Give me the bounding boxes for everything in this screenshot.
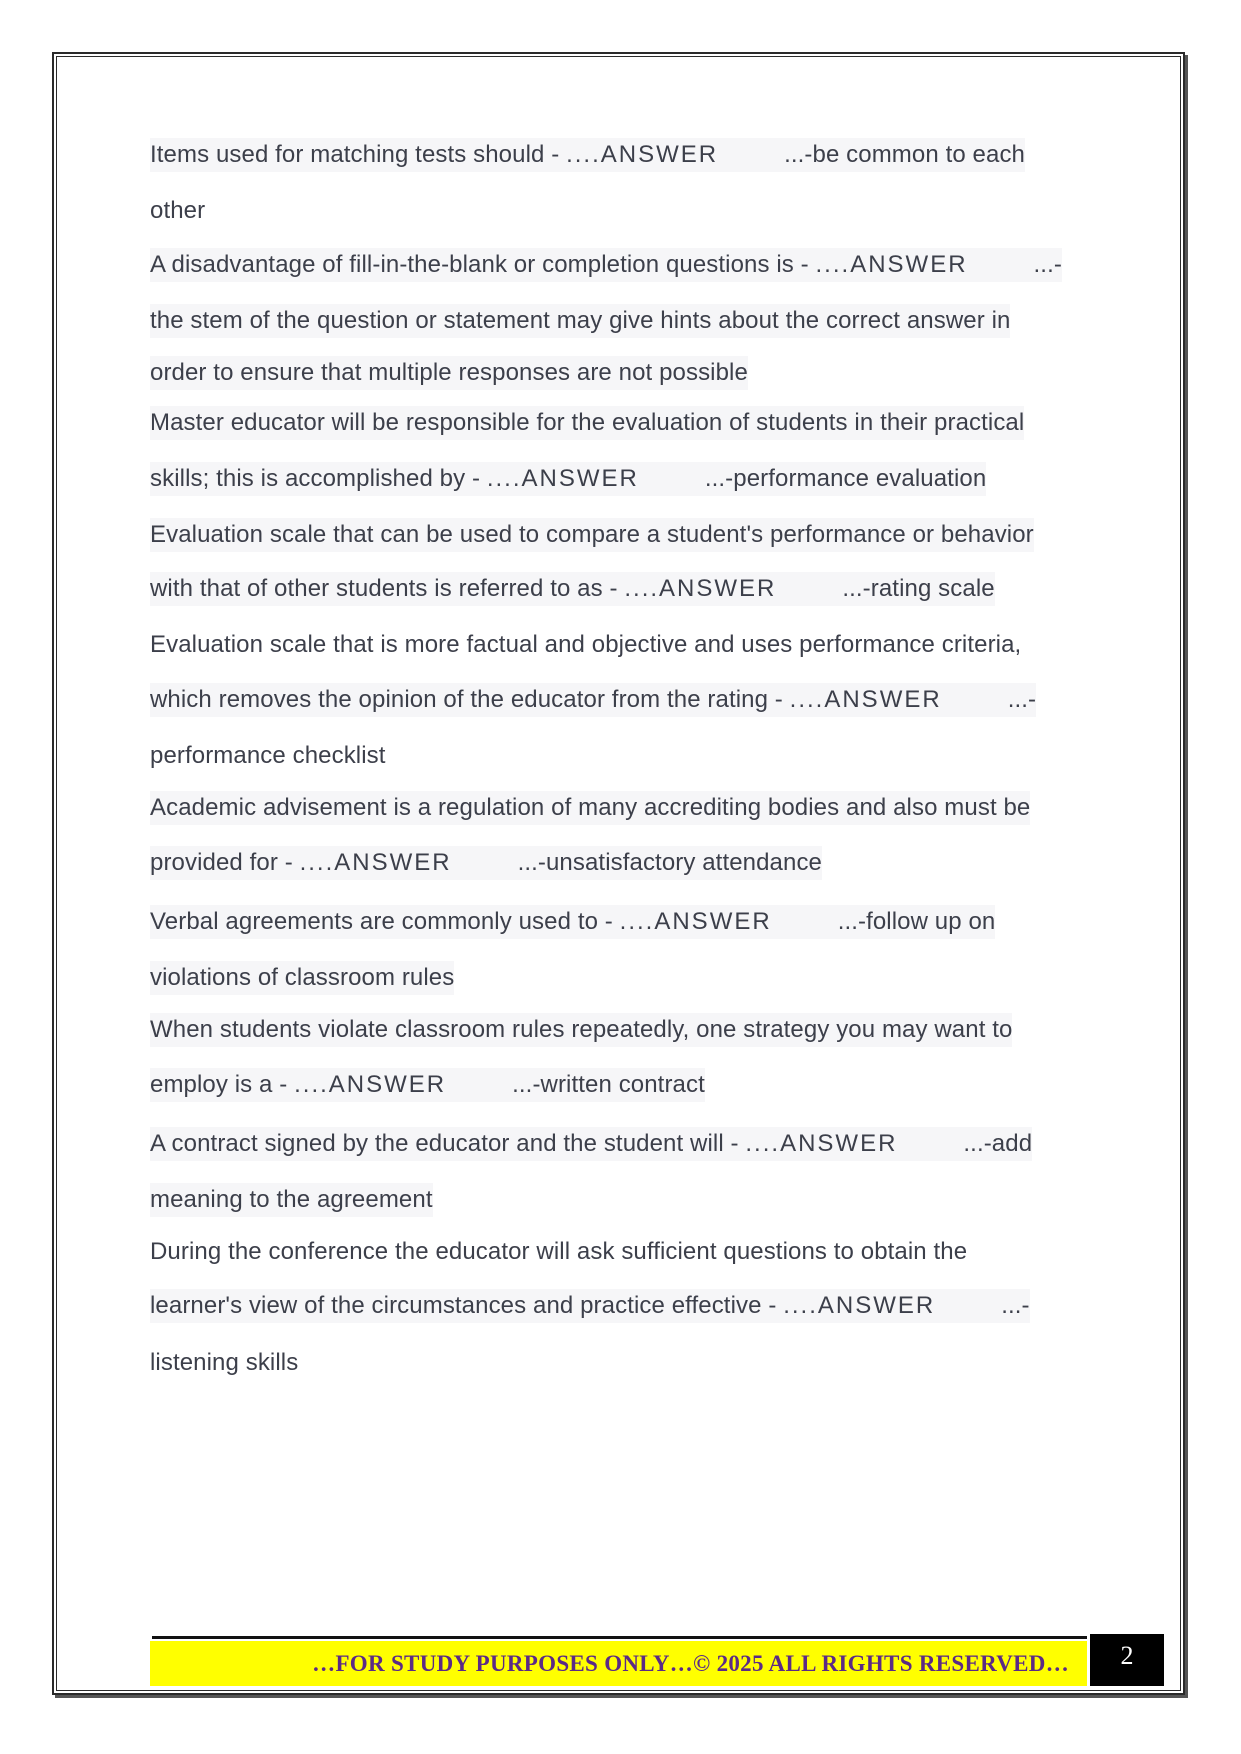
text-line: A contract signed by the educator and the student will - ....ANSWER ...-add [150, 1127, 1032, 1161]
text-line: the stem of the question or statement may give hints about the correct answer in [150, 304, 1010, 338]
text-line: with that of other students is referred to as - ....ANSWER ...-rating scale [150, 572, 995, 606]
text-line: listening skills [150, 1349, 299, 1376]
text-line: performance checklist [150, 742, 386, 769]
text-line: order to ensure that multiple responses are not possible [150, 356, 748, 390]
footer-rule [152, 1636, 1087, 1639]
text-line: A disadvantage of fill-in-the-blank or completion questions is - ....ANSWER ...- [150, 248, 1062, 282]
text-line: violations of classroom rules [150, 961, 454, 995]
text-line: which removes the opinion of the educator from the rating - ....ANSWER ...- [150, 683, 1036, 717]
text-line: employ is a - ....ANSWER ...-written contract [150, 1068, 705, 1102]
text-line: Evaluation scale that is more factual and objective and uses performance criteria, [150, 631, 1022, 658]
text-line: Verbal agreements are commonly used to - ....ANSWER ...-follow up on [150, 905, 995, 939]
text-line: During the conference the educator will ask sufficient questions to obtain the [150, 1238, 968, 1265]
text-line: meaning to the agreement [150, 1183, 433, 1217]
page-number: 2 [1090, 1634, 1164, 1686]
text-line: Master educator will be responsible for the evaluation of students in their practical [150, 406, 1024, 440]
text-line: When students violate classroom rules repeatedly, one strategy you may want to [150, 1013, 1012, 1047]
text-line: skills; this is accomplished by - ....ANSWER ...-performance evaluation [150, 462, 986, 496]
footer-notice: …FOR STUDY PURPOSES ONLY…© 2025 ALL RIGHTS RESERVED… [150, 1641, 1087, 1686]
text-line: learner's view of the circumstances and practice effective - ....ANSWER ...- [150, 1289, 1030, 1323]
text-line: other [150, 197, 206, 224]
text-line: provided for - ....ANSWER ...-unsatisfactory attendance [150, 846, 822, 880]
text-line: Items used for matching tests should - ....ANSWER ...-be common to each [150, 138, 1025, 172]
text-line: Evaluation scale that can be used to compare a student's performance or behavior [150, 518, 1034, 552]
text-line: Academic advisement is a regulation of many accrediting bodies and also must be [150, 791, 1030, 825]
